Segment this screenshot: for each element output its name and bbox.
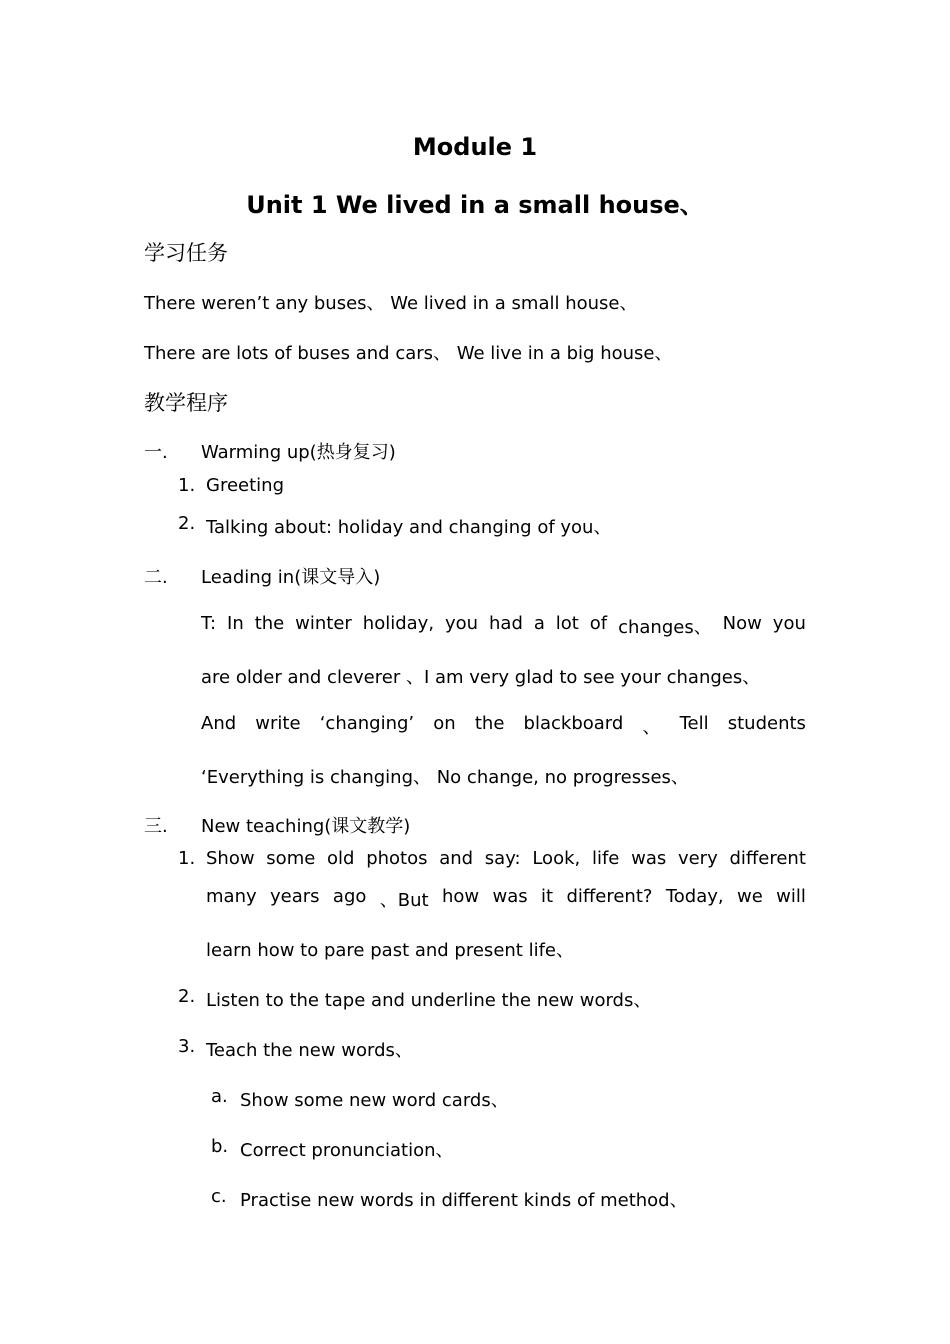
sub-item-letter: b.	[211, 1136, 229, 1157]
word: had	[489, 613, 523, 634]
word: on	[433, 713, 456, 734]
list-item-text: Listen to the tape and underline the new words、	[206, 990, 652, 1011]
word: students	[727, 713, 806, 734]
paragraph-line-justified	[201, 613, 806, 639]
word: changes、	[618, 617, 712, 638]
list-item-number: 2.	[178, 513, 196, 534]
word: ‘changing’	[319, 713, 415, 734]
word: we	[737, 886, 763, 907]
word: of	[589, 613, 608, 634]
word: very	[677, 848, 718, 869]
word: you	[772, 613, 806, 634]
word: T:	[201, 613, 217, 634]
word: holiday,	[362, 613, 435, 634]
module-title: Module 1	[412, 133, 538, 161]
section-1-label: Warming up(热身复习)	[201, 442, 396, 463]
procedure-heading: 教学程序	[144, 391, 228, 415]
word: old	[327, 848, 355, 869]
word: it	[541, 886, 554, 907]
word: life	[591, 848, 620, 869]
word: winter	[295, 613, 352, 634]
task-line-2: There are lots of buses and cars、 We live in a big house、	[144, 343, 673, 364]
word: blackboard	[523, 713, 624, 734]
section-1-number: 一.	[144, 442, 168, 463]
section-2-number: 二.	[144, 567, 168, 588]
list-item-text: Teach the new words、	[206, 1040, 413, 1061]
word: was	[492, 886, 528, 907]
word: will	[776, 886, 806, 907]
word: ago	[332, 886, 367, 907]
word: 、	[642, 717, 661, 738]
unit-title: Unit 1 We lived in a small house、	[246, 191, 704, 219]
word: Today,	[665, 886, 724, 907]
word: photos	[366, 848, 428, 869]
list-item-number: 1.	[178, 475, 196, 496]
word: 、But	[379, 890, 429, 911]
sub-item-text: Practise new words in different kinds of method、	[240, 1190, 688, 1211]
word: was	[631, 848, 667, 869]
word: many	[206, 886, 257, 907]
word: a	[533, 613, 545, 634]
section-2-label: Leading in(课文导入)	[201, 567, 381, 588]
sub-item-text: Show some new word cards、	[240, 1090, 509, 1111]
tasks-heading: 学习任务	[144, 241, 228, 265]
list-item-line-justified	[206, 886, 806, 912]
word: Now	[722, 613, 762, 634]
paragraph-line: are older and cleverer 、I am very glad to see your changes、	[201, 667, 761, 688]
task-line-1: There weren’t any buses、 We lived in a small house、	[144, 293, 638, 314]
sub-item-text: Correct pronunciation、	[240, 1140, 454, 1161]
list-item-text: Greeting	[206, 475, 284, 496]
list-item-line: learn how to pare past and present life、	[206, 940, 574, 961]
sub-item-letter: a.	[211, 1086, 228, 1107]
word: Look,	[532, 848, 581, 869]
word: some	[266, 848, 316, 869]
word: and	[439, 848, 474, 869]
word: the	[254, 613, 285, 634]
word: write	[255, 713, 301, 734]
paragraph-line: ‘Everything is changing、 No change, no progresses、	[201, 767, 689, 788]
list-item-number: 1.	[178, 848, 196, 869]
word: Show	[206, 848, 255, 869]
word: how	[441, 886, 480, 907]
word: years	[270, 886, 320, 907]
list-item-text: Talking about: holiday and changing of you、	[206, 517, 612, 538]
word: And	[201, 713, 237, 734]
section-3-number: 三.	[144, 816, 168, 837]
word: you	[444, 613, 479, 634]
word: In	[227, 613, 244, 634]
word: say:	[484, 848, 521, 869]
word: different	[729, 848, 806, 869]
sub-item-letter: c.	[211, 1186, 227, 1207]
word: different?	[566, 886, 653, 907]
word: lot	[555, 613, 579, 634]
list-item-number: 3.	[178, 1036, 196, 1057]
paragraph-line-justified	[201, 713, 806, 739]
word: the	[474, 713, 505, 734]
list-item-number: 2.	[178, 986, 196, 1007]
section-3-label: New teaching(课文教学)	[201, 816, 411, 837]
word: Tell	[679, 713, 709, 734]
list-item-line-justified	[206, 848, 806, 869]
